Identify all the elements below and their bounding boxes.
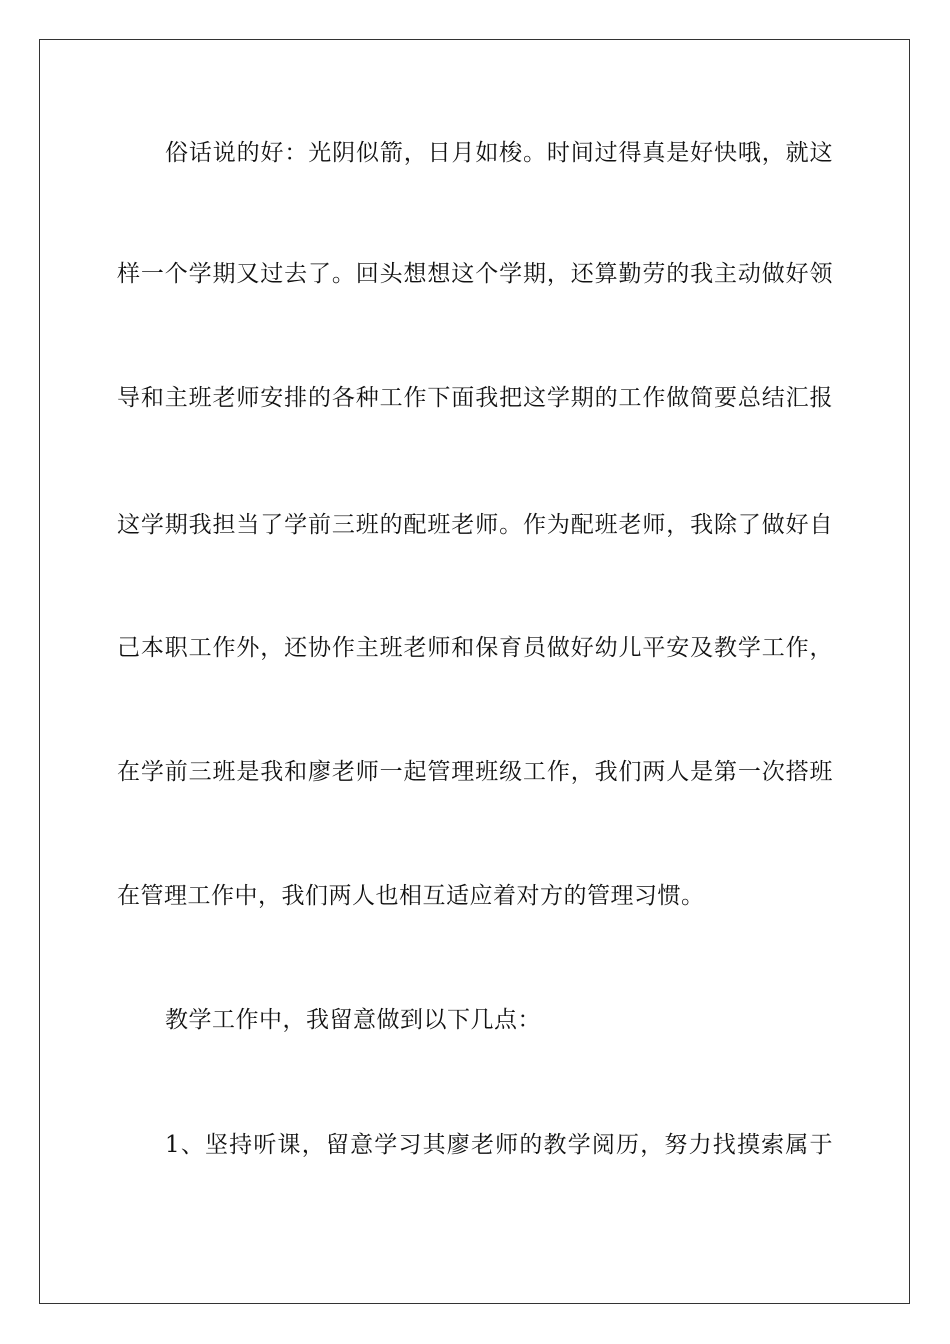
- paragraph-line-2: 样一个学期又过去了。回头想想这个学期，还算勤劳的我主动做好领: [117, 261, 833, 287]
- paragraph-line-3: 导和主班老师安排的各种工作下面我把这学期的工作做简要总结汇报: [117, 385, 833, 411]
- paragraph-line-4: 这学期我担当了学前三班的配班老师。作为配班老师，我除了做好自: [117, 512, 833, 538]
- paragraph-line-5: 己本职工作外，还协作主班老师和保育员做好幼儿平安及教学工作，: [117, 635, 833, 661]
- paragraph-line-1: 俗话说的好：光阴似箭，日月如梭。时间过得真是好快哦，就这: [165, 140, 833, 166]
- paragraph-line-9: 1、坚持听课，留意学习其廖老师的教学阅历，努力找摸索属于: [165, 1132, 833, 1158]
- paragraph-line-6: 在学前三班是我和廖老师一起管理班级工作，我们两人是第一次搭班: [117, 759, 833, 785]
- paragraph-line-7: 在管理工作中，我们两人也相互适应着对方的管理习惯。: [117, 883, 705, 909]
- paragraph-line-8: 教学工作中，我留意做到以下几点：: [165, 1007, 541, 1033]
- page-border: [39, 39, 910, 1304]
